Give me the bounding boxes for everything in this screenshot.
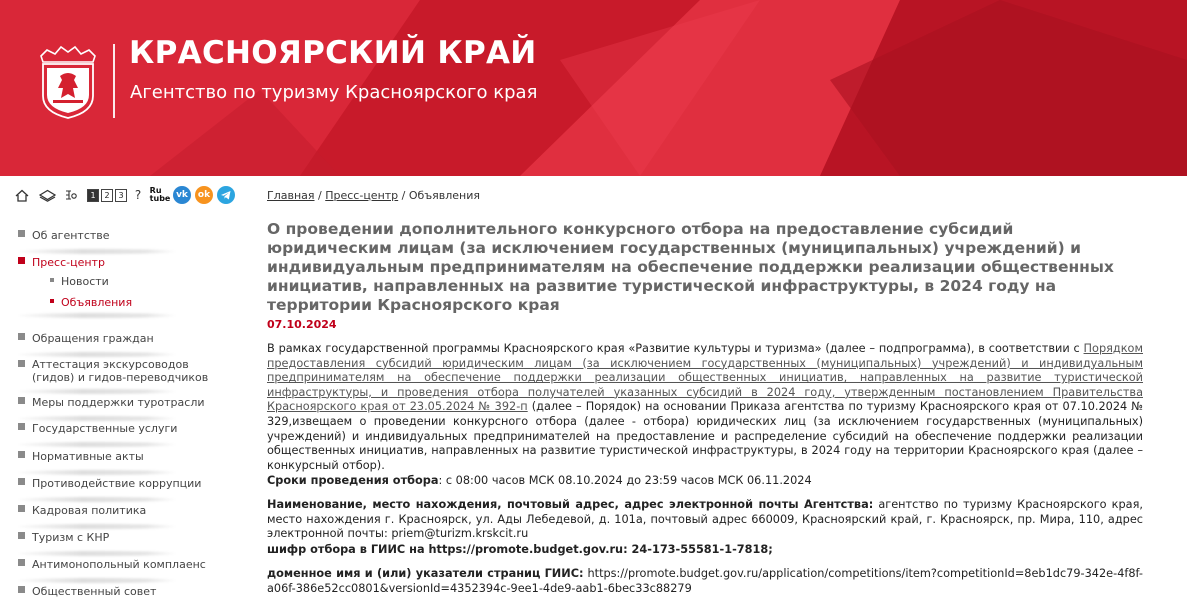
rutube-label-top: Ru (149, 186, 162, 195)
bullet-icon (18, 230, 25, 237)
font-size-3[interactable]: 3 (115, 189, 127, 202)
bullet-icon (18, 478, 25, 485)
article-domain (267, 567, 1143, 596)
sidebar-item-label: Обращения граждан (32, 332, 154, 345)
font-size-1[interactable]: 1 (87, 189, 99, 202)
item-shadow (18, 313, 178, 318)
item-shadow (18, 578, 178, 583)
sidebar-item-label: Нормативные акты (32, 450, 144, 463)
breadcrumb (267, 189, 480, 202)
sidebar-item-label: Аттестация экскурсоводов (гидов) и гидов-переводчиков (32, 358, 209, 384)
bullet-icon (18, 360, 25, 367)
item-shadow (18, 524, 178, 529)
vk-icon[interactable] (172, 185, 192, 205)
sidebar-item-label: Антимонопольный комплаенс (32, 558, 206, 571)
breadcrumb-separator: / (401, 189, 406, 202)
agency-value: агентство по туризму Красноярского края, место нахождения г. Красноярск, ул. Ады Лебедевой, д. 101а, почтовый адрес 660009, Красноярский край, г. Красноярск, пр. Мира, 110, адрес электронной почты: priem@turizm.krskcit.ru (267, 498, 1143, 541)
bullet-icon (50, 278, 54, 282)
article-paragraph-intro (267, 342, 1143, 473)
cipher-text: шифр отбора в ГИИС на https://promote.budget.gov.ru: 24-173-55581-1-7818; (267, 543, 773, 556)
rutube-label-bottom: tube (149, 194, 171, 203)
article-cipher (267, 543, 1143, 558)
utility-toolbar (14, 185, 244, 207)
sitemap-icon[interactable] (38, 185, 56, 205)
procedure-link[interactable]: Порядком предоставления субсидий юридическим лицам (за исключением государственных (муниципальных) учреждений) и индивидуальным предпринимателям на обеспечение поддержки реализации общественных инициатив, направленных на развитие туристической инфраструктуры, и проведения отбора получателей указанных субсидий в 2024 году, утвержденным постановлением Правительства Красноярского края от 23.05.2024 № 392-п (267, 342, 1143, 414)
font-size-icon[interactable] (86, 185, 128, 205)
home-icon[interactable] (14, 185, 30, 205)
sidebar-item-label: Пресс-центр (32, 256, 105, 269)
site-subtitle: Агентство по туризму Красноярского края (130, 82, 538, 103)
item-shadow (18, 416, 178, 421)
bullet-icon (18, 532, 25, 539)
intro-text: В рамках государственной программы Красноярского края «Развитие культуры и туризма» (далее – подпрограмма), в соответствии с (267, 342, 1084, 355)
domain-value: https://promote.budget.gov.ru/application/competitions/item?competitionId=8eb1dc79-342e-4f8f-a06f-386e52cc0801&versionId=4352394c-9ee1-4de9-aab1-6bec33c88279 (267, 567, 1143, 595)
item-shadow (18, 352, 178, 357)
breadcrumb-current: Объявления (408, 189, 480, 202)
bullet-icon (18, 505, 25, 512)
help-icon[interactable]: ? (134, 188, 142, 202)
sidebar-item-label: Об агентстве (32, 229, 110, 242)
bullet-icon (18, 559, 25, 566)
item-shadow (18, 249, 178, 254)
item-shadow (18, 389, 178, 394)
search-icon[interactable] (64, 185, 78, 205)
terms-label: Сроки проведения отбора (267, 474, 439, 487)
sidebar-item-label: Противодействие коррупции (32, 477, 202, 490)
terms-value: : с 08:00 часов МСК 08.10.2024 до 23:59 часов МСК 06.11.2024 (438, 474, 812, 487)
header-divider (113, 44, 115, 118)
sidebar-item-label: Меры поддержки туротрасли (32, 396, 205, 409)
bullet-icon (18, 423, 25, 430)
bullet-icon (18, 451, 25, 458)
sidebar-subitem-label: Объявления (61, 296, 133, 309)
krasnoyarsk-coat-of-arms-icon[interactable] (37, 44, 99, 120)
vk-badge: vk (173, 186, 191, 204)
bullet-icon (50, 299, 54, 303)
sidebar-item-label: Туризм с КНР (32, 531, 110, 544)
article-date: 07.10.2024 (267, 318, 337, 331)
domain-label: доменное имя и (или) указатели страниц ГИИС: (267, 567, 584, 580)
item-shadow (18, 497, 178, 502)
sidebar-subitem-label: Новости (61, 275, 109, 288)
bullet-icon (18, 333, 25, 340)
article-agency (267, 498, 1143, 542)
agency-label: Наименование, место нахождения, почтовый адрес, адрес электронной почты Агентства: (267, 498, 874, 511)
bullet-icon (18, 586, 25, 593)
odnoklassniki-icon[interactable] (194, 185, 214, 205)
article-terms (267, 474, 1143, 489)
bullet-icon (18, 397, 25, 404)
sidebar-item-label: Кадровая политика (32, 504, 147, 517)
item-shadow (18, 551, 178, 556)
breadcrumb-home-link[interactable]: Главная (267, 189, 315, 202)
article-title: О проведении дополнительного конкурсного отбора на предоставление субсидий юридическим лицам (за исключением государственных (муниципальных) учреждений) и индивидуальным предпринимателям на обеспечение поддержки реализации общественных инициатив, направленных на развитие туристической инфраструктуры, в 2024 году на территории Красноярского края (267, 220, 1114, 314)
site-header (0, 0, 1187, 176)
breadcrumb-separator: / (318, 189, 322, 202)
intro-text-end: (далее – Порядок) на основании Приказа агентства по туризму Красноярского края от 07.10.2024 № 329,извещаем о проведении конкурсного отбора (далее - отбора) юридических лиц (за исключением государственных (муниципальных) учреждений) и индивидуальных предпринимателей на предоставление и распределение субсидий на обеспечение поддержки реализации общественных инициатив, направленных на развитие туристической инфраструктуры, в 2024 году на территории Красноярского края (далее – конкурсный отбор). (267, 400, 1144, 472)
item-shadow (18, 470, 178, 475)
telegram-icon[interactable] (216, 185, 236, 205)
item-shadow (18, 442, 178, 447)
sidebar-item-label: Общественный совет (32, 585, 157, 598)
rutube-icon[interactable] (150, 185, 170, 205)
breadcrumb-press-link[interactable]: Пресс-центр (325, 189, 399, 202)
ok-badge: ok (195, 186, 213, 204)
sidebar-item-label: Государственные услуги (32, 422, 178, 435)
font-size-2[interactable]: 2 (101, 189, 113, 202)
bullet-icon (18, 257, 25, 264)
site-title[interactable]: КРАСНОЯРСКИЙ КРАЙ (129, 35, 537, 71)
